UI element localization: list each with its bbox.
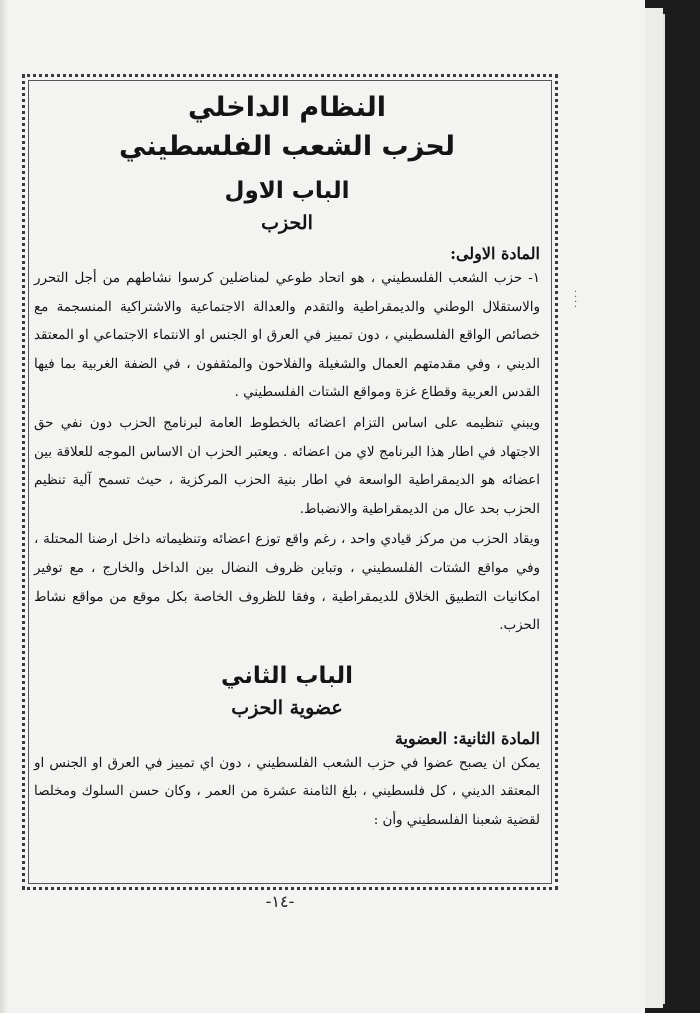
document-title-line1: النظام الداخلي bbox=[187, 92, 387, 123]
page-binding-shadow bbox=[0, 0, 8, 1013]
article1-heading: المادة الاولى: bbox=[450, 244, 540, 263]
article1-paragraph: ويبني تنظيمه على اساس التزام اعضائه بالخطوط العامة لبرنامج الحزب دون نفي حق الاجتهاد في اطار هذا البرنامج لاي من اعضائه . ويعتبر الحزب ان الاساس الموجه للعلاقة بين اعضائه هو الديمقراطية الواسعة في اطار بنية الحزب المركزية ، حيث تسمح آلية تنظيم الحزب بحد عال من الديمقراطية والانضباط. bbox=[34, 415, 540, 517]
margin-marks: · · · · bbox=[574, 287, 578, 313]
article2-paragraph: يمكن ان يصبح عضوا في حزب الشعب الفلسطيني ، دون اي تمييز في العرق او الجنس او المعتقد الديني ، كل فلسطيني ، بلغ الثامنة عشرة من العمر ، وكان حسن السلوك ومخلصا لقضية شعبنا الفلسطيني وأن : bbox=[34, 755, 540, 828]
page-content bbox=[34, 82, 540, 836]
document-title-line2: لحزب الشعب الفلسطيني bbox=[119, 131, 455, 162]
chapter2-heading: الباب الثاني bbox=[220, 662, 354, 689]
article2-heading: المادة الثانية: العضوية bbox=[394, 728, 540, 748]
page-number: -١٤- bbox=[265, 892, 295, 911]
chapter2-subheading: عضوية الحزب bbox=[231, 696, 343, 719]
chapter1-subheading: الحزب bbox=[261, 212, 313, 234]
article1-paragraph: ويقاد الحزب من مركز قيادي واحد ، رغم واقع توزع اعضائه وتنظيماته داخل ارضنا المحتلة ، وفي مواقع الشتات الفلسطيني ، وتباين ظروف النضال بين الداخل والخارج ، مع توفير امكانيات التطبيق الخلاق للديمقراطية ، وفقا للظروف الخاصة بكل موقع من مواقع نشاط الحزب. bbox=[34, 532, 540, 634]
chapter1-heading: الباب الاول bbox=[224, 178, 350, 204]
article1-paragraph: ١- حزب الشعب الفلسطيني ، هو اتحاد طوعي لمناضلين كرسوا نشاطهم من أجل التحرر والاستقلال الوطني والديمقراطية والتقدم والعدالة الاجتماعية والاشتراكية المنسجمة مع خصائص الواقع الفلسطيني ، دون تمييز في العرق او الجنس او الانتماء الاجتماعي او المعتقد الديني ، وفي مقدمتهم العمال والشغيلة والفلاحون والمثقفون ، في الضفة الغربية بما فيها القدس العربية وقطاع غزة ومواقع الشتات الفلسطيني . bbox=[34, 271, 540, 401]
